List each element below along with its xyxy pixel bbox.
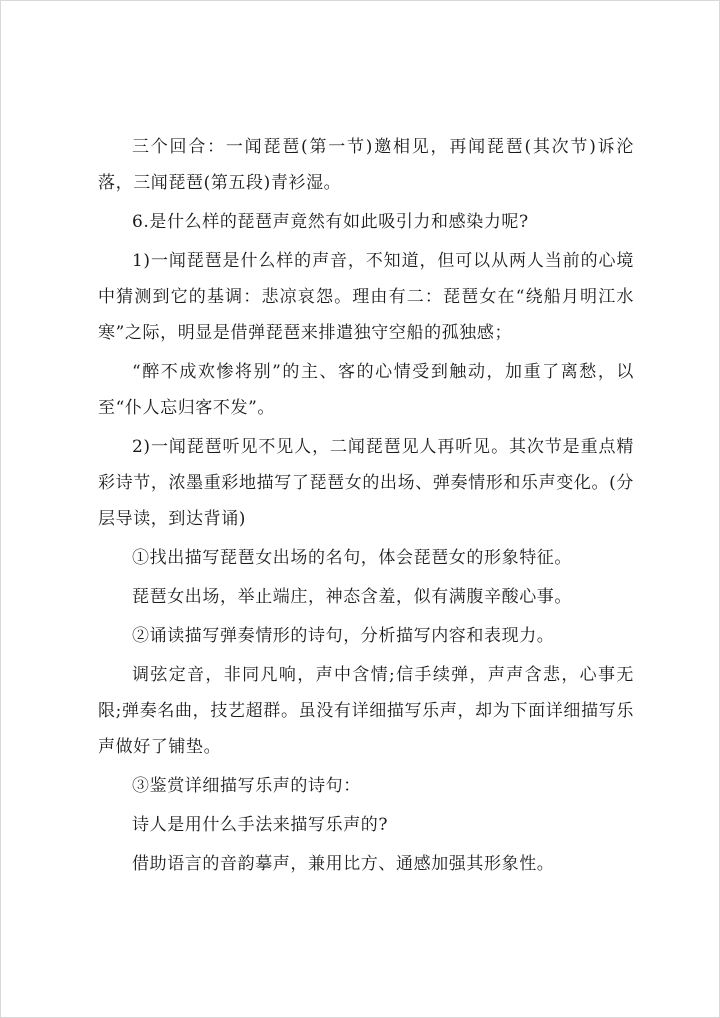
paragraph-question-6: 6.是什么样的琵琶声竟然有如此吸引力和感染力呢?: [132, 212, 529, 232]
paragraph-answer-technique: 借助语言的音韵摹声，兼用比方、通感加强其形象性。: [132, 854, 555, 874]
paragraph-farewell-quote: “醉不成欢惨将别”的主、客的心情受到触动，加重了离愁，以至“仆人忘归客不发”。: [98, 362, 634, 418]
paragraph-task-3: ③鉴赏详细描写乐声的诗句：: [132, 776, 361, 796]
paragraph-answer-2: 调弦定音，非同凡响，声中含情;信手续弹，声声含悲，心事无限;弹奏名曲，技艺超群。虽没有详细描写乐声，却为下面详细描写乐声做好了铺垫。: [98, 665, 634, 757]
paragraph-answer-1: 琵琶女出场，举止端庄，神态含羞，似有满腹辛酸心事。: [132, 587, 572, 607]
paragraph-point-1: 1)一闻琵琶是什么样的声音，不知道，但可以从两人当前的心境中猜测到它的基调：悲凉哀怨。理由有二：琵琶女在“绕船月明江水寒”之际，明显是借弹琵琶来排遣独守空船的孤独感；: [98, 251, 634, 343]
paragraph-point-2: 2)一闻琵琶听见不见人，二闻琵琶见人再听见。其次节是重点精彩诗节，浓墨重彩地描写了琵琶女的出场、弹奏情形和乐声变化。(分层导读，到达背诵): [98, 437, 634, 529]
paragraph-task-2: ②诵读描写弹奏情形的诗句，分析描写内容和表现力。: [132, 626, 555, 646]
paragraph-three-rounds: 三个回合：一闻琵琶(第一节)邀相见，再闻琵琶(其次节)诉沦落，三闻琵琶(第五段)青衫湿。: [98, 137, 634, 193]
document-body: [98, 129, 634, 885]
paragraph-question-technique: 诗人是用什么手法来描写乐声的?: [132, 815, 389, 835]
paragraph-task-1: ①找出描写琵琶女出场的名句，体会琵琶女的形象特征。: [132, 548, 572, 568]
